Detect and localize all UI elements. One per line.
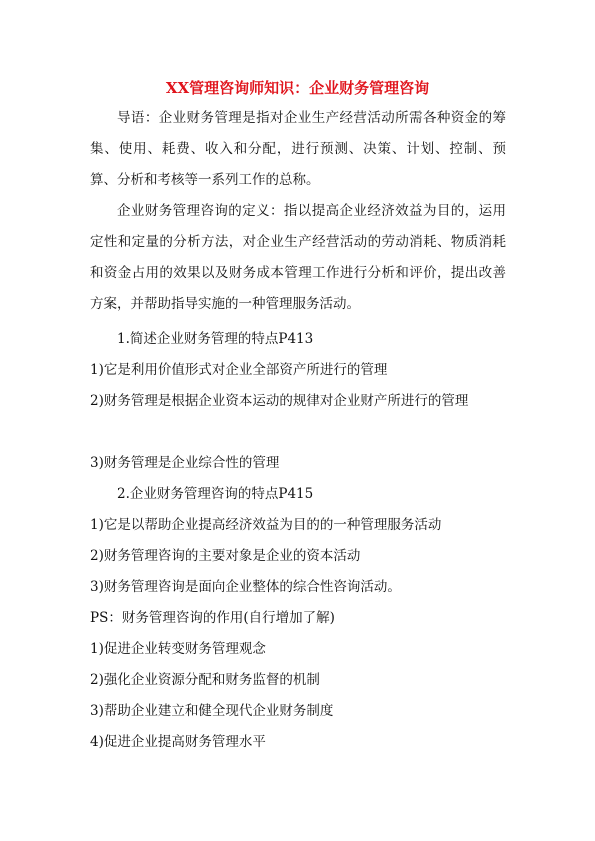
section-heading: 2.企业财务管理咨询的特点P415 <box>117 486 314 502</box>
definition-paragraph: 企业财务管理咨询的定义：指以提高企业经济效益为目的，运用定性和定量的分析方法，对企业生产经营活动的劳动消耗、物质消耗和资金占用的效果以及财务成本管理工作进行分析和评价，提出改善方案，并帮助指导实施的一种管理服务活动。 <box>90 203 506 312</box>
document-title: XX管理咨询师知识：企业财务管理咨询 <box>165 79 430 97</box>
list-item: 2)财务管理咨询的主要对象是企业的资本活动 <box>90 548 361 564</box>
list-item: 2)财务管理是根据企业资本运动的规律对企业财产所进行的管理 <box>90 393 469 409</box>
list-item: 3)财务管理是企业综合性的管理 <box>90 455 280 471</box>
list-item: 4)促进企业提高财务管理水平 <box>90 734 266 750</box>
intro-paragraph: 导语：企业财务管理是指对企业生产经营活动所需各种资金的筹集、使用、耗费、收入和分配，进行预测、决策、计划、控制、预算、分析和考核等一系列工作的总称。 <box>90 110 506 188</box>
list-item: 1)促进企业转变财务管理观念 <box>90 641 266 657</box>
list-item: 3)财务管理咨询是面向企业整体的综合性咨询活动。 <box>90 579 401 595</box>
section-heading: PS：财务管理咨询的作用(自行增加了解) <box>90 610 335 626</box>
list-item: 1)它是以帮助企业提高经济效益为目的的一种管理服务活动 <box>90 517 442 533</box>
list-item: 2)强化企业资源分配和财务监督的机制 <box>90 672 320 688</box>
list-item: 3)帮助企业建立和健全现代企业财务制度 <box>90 703 334 719</box>
section-heading: 1.简述企业财务管理的特点P413 <box>117 331 314 347</box>
list-item: 1)它是利用价值形式对企业全部资产所进行的管理 <box>90 362 388 378</box>
